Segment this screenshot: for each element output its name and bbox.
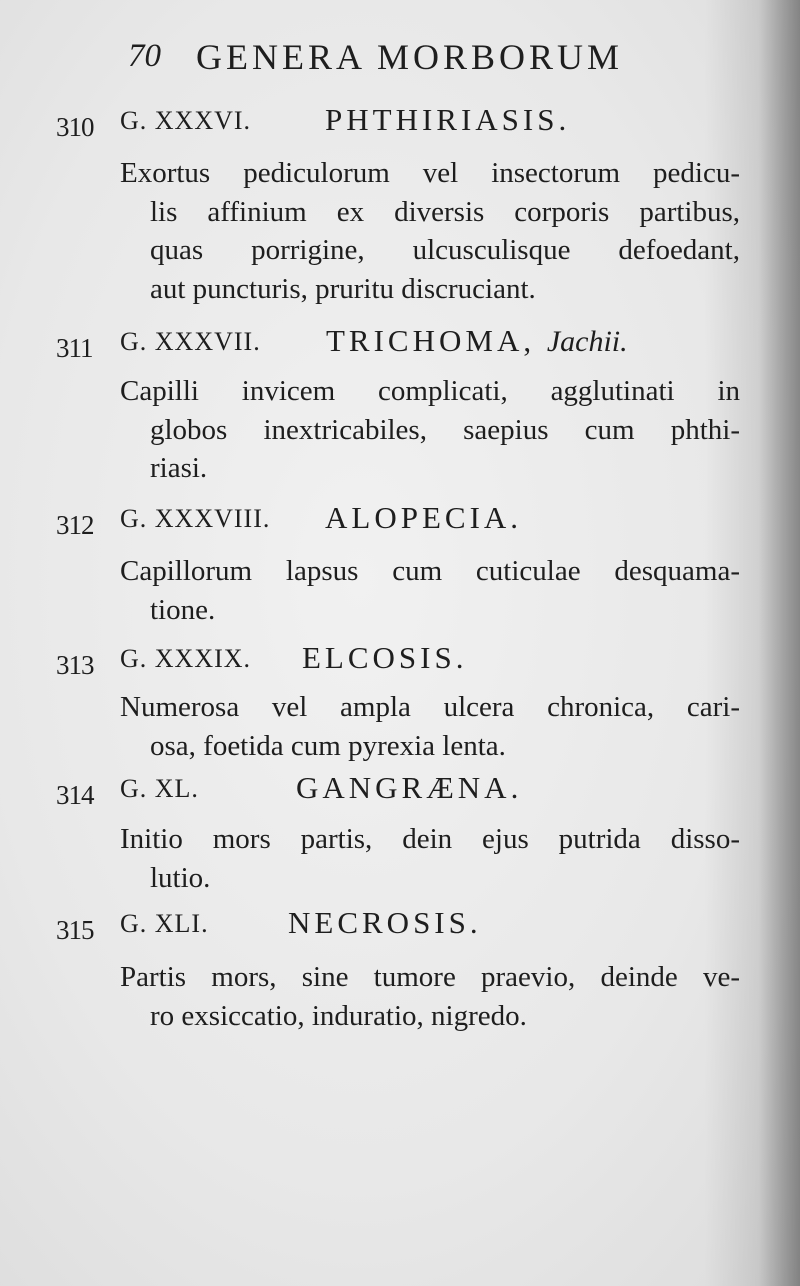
description-line: aut puncturis, pruritu discruciant. [150, 272, 536, 305]
disease-name: GANGRÆNA. [296, 770, 523, 805]
entry-number: 311 [56, 333, 93, 363]
disease-name: ALOPECIA. [325, 500, 523, 535]
page-number: 70 [128, 38, 161, 74]
entry-number: 315 [56, 915, 94, 945]
entry-315-description [120, 958, 740, 1035]
running-title: GENERA MORBORUM [196, 37, 624, 77]
genus-label: G. XXXIX. [120, 644, 252, 673]
entry-310-description [120, 154, 740, 308]
description-line: ro exsiccatio, induratio, nigredo. [150, 999, 527, 1032]
description-line: quas porrigine, ulcusculisque defoedant, [150, 234, 740, 266]
description-line: lis affinium ex diversis corporis partibus, [150, 195, 740, 228]
disease-name-text: TRICHOMA, [326, 323, 536, 358]
genus-label: G. XL. [120, 774, 199, 803]
description-line: Capilli invicem complicati, agglutinati in [120, 375, 740, 407]
genus-label: G. XXXVI. [120, 106, 252, 135]
entry-number: 310 [56, 112, 94, 142]
description-line: Initio mors partis, dein ejus putrida disso- [120, 823, 740, 855]
disease-name: PHTHIRIASIS. [325, 102, 571, 137]
description-line: Partis mors, sine tumore praevio, deinde ve- [120, 961, 740, 993]
description-line: riasi. [150, 452, 208, 484]
page-edge-shadow [758, 0, 800, 1286]
genus-label: G. XLI. [120, 909, 209, 938]
disease-name [326, 323, 628, 359]
entry-number: 312 [56, 510, 94, 540]
description-line: Capillorum lapsus cum cuticulae desquama- [120, 555, 740, 587]
description-line: globos inextricabiles, saepius cum phthi- [150, 413, 740, 446]
entry-number: 313 [56, 650, 94, 680]
running-head [128, 36, 748, 80]
description-line: osa, foetida cum pyrexia lenta. [150, 729, 506, 762]
genus-label: G. XXXVIII. [120, 504, 271, 533]
description-line: Exortus pediculorum vel insectorum pedicu- [120, 157, 740, 189]
description-line: lutio. [150, 861, 211, 894]
entry-number: 314 [56, 780, 94, 810]
entry-312-description [120, 552, 740, 629]
disease-name: ELCOSIS. [302, 640, 468, 675]
entry-313-description [120, 688, 740, 765]
disease-author: Jachii. [546, 325, 628, 358]
genus-label: G. XXXVII. [120, 327, 261, 356]
disease-name: NECROSIS. [288, 905, 482, 940]
entry-311-description [120, 372, 740, 488]
description-line: Numerosa vel ampla ulcera chronica, cari- [120, 691, 740, 723]
entry-314-description [120, 820, 740, 897]
description-line: tione. [150, 593, 216, 626]
